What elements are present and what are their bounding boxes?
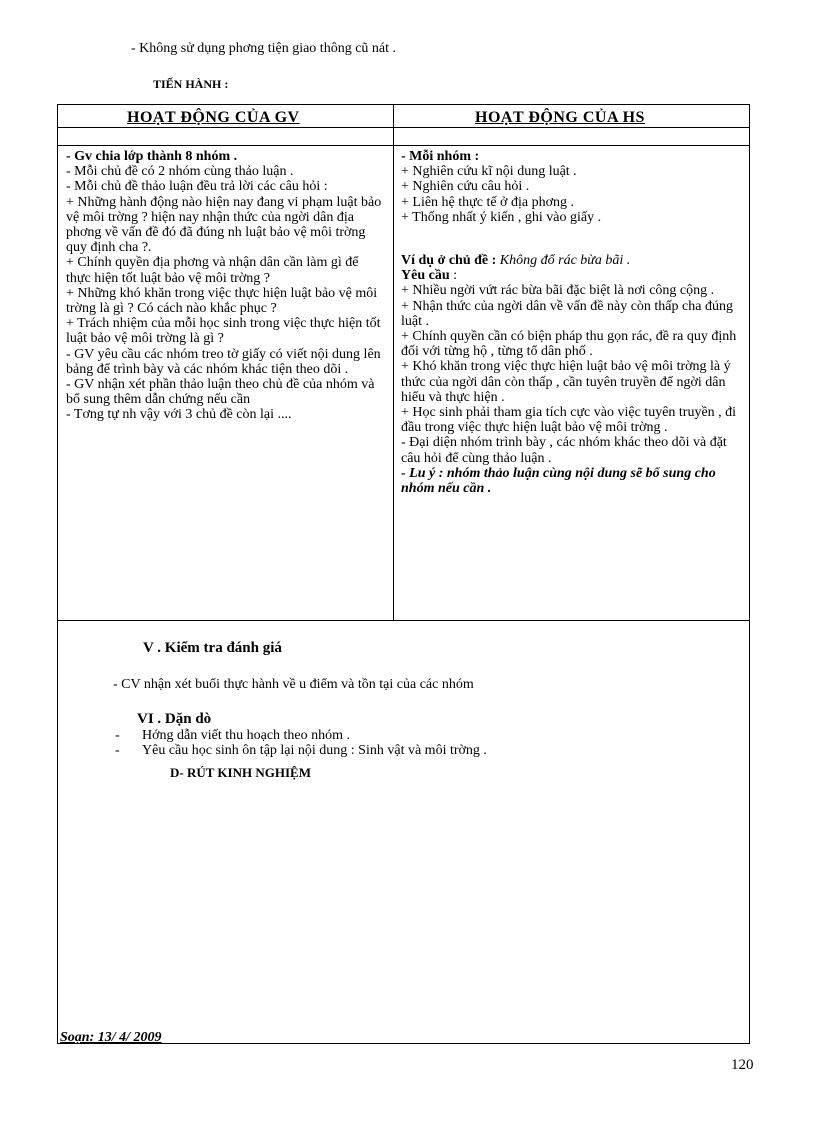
page-number: 120 — [731, 1057, 754, 1073]
prepared-date: Soạn: 13/ 4/ 2009 — [60, 1030, 162, 1045]
student-line: + Chính quyền cần có biện pháp thu gọn rác, đề ra quy định đối với từng hộ , từng tổ dân phố . — [401, 329, 737, 360]
evaluation-title: V . Kiểm tra đánh giá — [143, 640, 282, 656]
teacher-line: - Gv chia lớp thành 8 nhóm . — [66, 149, 238, 164]
requirement-label: Yêu cầu — [401, 268, 450, 284]
student-line: + Thống nhất ý kiến , ghi vào giấy . — [401, 209, 602, 225]
table-header-divider-2 — [58, 145, 750, 146]
student-line: + Nghiên cứu câu hỏi . — [401, 179, 530, 195]
instruction-item — [115, 743, 487, 758]
student-line: - Đại diện nhóm trình bày , các nhóm khác theo dõi và đặt câu hỏi để cùng thảo luận . — [401, 435, 727, 466]
evaluation-text: - CV nhận xét buổi thực hành về u điểm và tồn tại của các nhóm — [113, 677, 474, 692]
requirement-colon: : — [449, 268, 458, 284]
teacher-line: + Những khó khăn trong việc thực hiện luật bảo vệ môi trờng là gì ? Có cách nào khắc phục ? — [66, 285, 378, 317]
student-line: + Nghiên cứu kĩ nội dung luật . — [401, 164, 577, 180]
requirement-line — [401, 268, 744, 283]
example-topic: Không đổ rác bừa bãi . — [499, 253, 631, 269]
teacher-line: - Mỗi chủ đề có 2 nhóm cùng thảo luận . — [66, 164, 294, 180]
teacher-line: - GV yêu cầu các nhóm treo tờ giấy có viết nội dung lên bảng để trình bày và các nhóm khác tiện theo dõi . — [66, 346, 381, 377]
example-line — [401, 253, 744, 268]
student-activity-column — [401, 149, 744, 496]
student-activity-header: HOẠT ĐỘNG CỦA HS — [475, 109, 645, 126]
instructions-title: VI . Dặn dò — [137, 711, 212, 727]
teacher-line: - GV nhận xét phần thảo luận theo chủ đề của nhóm và bổ sung thêm dẫn chứng nếu cần — [66, 377, 375, 408]
list-dash: - — [115, 728, 120, 743]
student-line: + Nhận thức của ngời dân về vấn đề này còn thấp cha đúng luật . — [401, 298, 733, 329]
student-line: + Khó khăn trong việc thực hiện luật bảo vệ môi trờng là ý thức của ngời dân còn thấp , cần tuyên truyền để ngời dân hiểu và thực hiện . — [401, 359, 731, 405]
table-row-divider — [58, 620, 750, 621]
list-dash: - — [115, 743, 120, 758]
student-line: + Liên hệ thực tế ở địa phơng . — [401, 194, 574, 210]
example-label: Ví dụ ở chủ đề : — [401, 253, 497, 269]
student-line: + Nhiều ngời vứt rác bừa bãi đặc biệt là nơi công cộng . — [401, 283, 715, 299]
procedure-label: TIẾN HÀNH : — [153, 77, 229, 91]
teacher-line: + Chính quyền địa phơng và nhận dân cần làm gì để thực hiện tốt luật bảo vệ môi trờng ? — [66, 255, 359, 286]
teacher-line: + Trách nhiệm của mỗi học sinh trong việc thực hiện tốt luật bảo vệ môi trờng là gì ? — [66, 316, 381, 347]
teacher-line: + Những hành động nào hiện nay đang vi phạm luật bảo vệ môi trờng ? hiện nay nhận thức của ngời dân địa phơng về vấn đề đó đã đúng nh luật bảo vệ môi trờng quy định cha ?. — [66, 194, 382, 256]
table-column-divider — [393, 105, 394, 620]
teacher-line: - Mỗi chủ đề thảo luận đều trả lời các câu hỏi : — [66, 179, 328, 195]
instruction-item — [115, 728, 350, 743]
student-note: - Lu ý : nhóm thảo luận cùng nội dung sẽ bổ sung cho nhóm nếu cần . — [401, 465, 716, 497]
teacher-activity-column — [66, 149, 384, 423]
lessons-learned-heading: D- RÚT KINH NGHIỆM — [170, 765, 311, 780]
student-group-heading: - Mỗi nhóm : — [401, 149, 480, 164]
student-line: + Học sinh phải tham gia tích cực vào việc tuyên truyền , đi đầu trong việc thực hiện luật bảo vệ môi trờng . — [401, 405, 737, 436]
table-header-divider — [58, 127, 750, 128]
instruction-text: Hớng dẫn viết thu hoạch theo nhóm . — [142, 728, 351, 743]
teacher-line: - Tơng tự nh vậy với 3 chủ đề còn lại .... — [66, 407, 292, 423]
teacher-activity-header: HOẠT ĐỘNG CỦA GV — [127, 109, 300, 126]
intro-line: - Không sử dụng phơng tiện giao thông cũ nát . — [131, 41, 397, 56]
instruction-text: Yêu cầu học sinh ôn tập lại nội dung : Sinh vật và môi trờng . — [142, 743, 487, 758]
